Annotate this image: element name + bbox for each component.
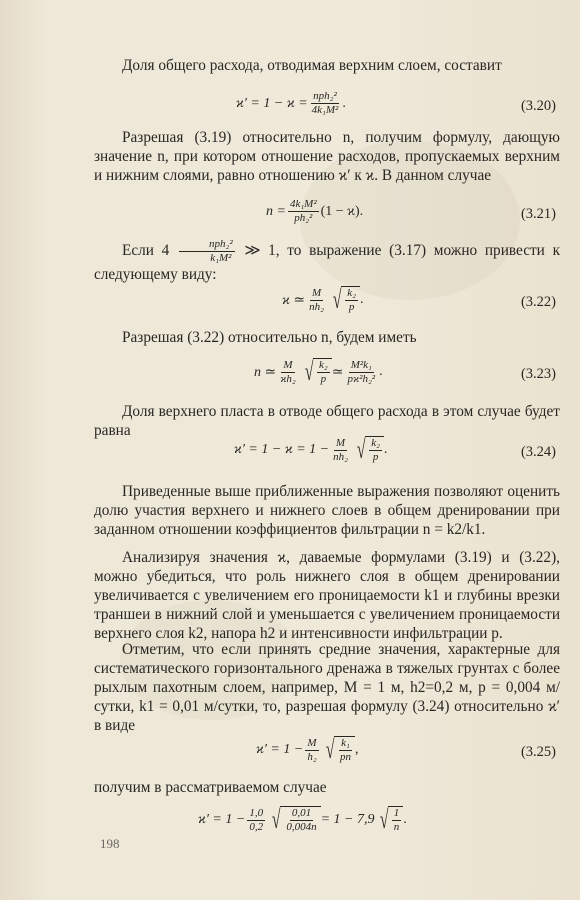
- equation-3-21: n = $\frac{\text{4k₁M²}}{\text{ph₂²}}$ (1 − ϰ). (3.21): [266, 198, 556, 224]
- equation-final: ϰ′ = 1 − $\frac{1,0}{0,2}$ √ $\frac{0,01}{0,004n}$ = 1 − 7,9 √ $\frac{1}{n}$ .: [198, 805, 407, 834]
- equation-number: (3.24): [520, 444, 556, 460]
- paragraph-3: Если 4 $\frac{\text{nph₂²}}{\text{k₁M²}}$ ≫ 1, то выражение (3.17) можно привести к следующему виду:: [94, 238, 560, 283]
- paragraph-6: Приведенные выше приближенные выражения позволяют оценить долю участия верхнего и нижнего слоев в общем дренировании при заданном отношении коэффициентов фильтрации n = k2/k1.: [94, 483, 560, 538]
- sqrt-symbol: √ $\frac{1}{n}$: [377, 806, 404, 834]
- eq-lhs: ϰ′ = 1 − ϰ =: [236, 95, 308, 111]
- eq-lhs: ϰ′ = 1 −: [198, 812, 246, 827]
- equation-3-22: ϰ ≃ $\frac{M}{\text{nh₂}}$ √ $\frac{\text{k₂}}{p}$ . (3.22): [282, 285, 556, 314]
- eq-lhs: ϰ′ = 1 − ϰ = 1 −: [234, 442, 330, 457]
- equation-3-25: ϰ′ = 1 − $\frac{M}{\text{h₂}}$ √ $\frac{\text{k₁}}{pn}$ , (3.25): [256, 735, 556, 764]
- paragraph-4: Разрешая (3.22) относительно n, будем иметь: [122, 329, 417, 346]
- equation-number: (3.22): [520, 294, 556, 310]
- eq-lhs: ϰ ≃: [282, 292, 306, 308]
- page-number: 198: [100, 836, 120, 851]
- paragraph-2: Разрешая (3.19) относительно n, получим формулу, дающую значение n, при котором отношение расходов, пропускаемых верхним и нижним слоями, равно отношению ϰ′ к ϰ. В данном случае: [94, 129, 560, 184]
- eq-fraction: $\frac{M}{\text{nh₂}}$: [333, 436, 348, 463]
- equation-3-23: n ≃ $\frac{M}{\text{ϰh₂}}$ √ $\frac{\text{k₂}}{p}$ ≃ $\frac{\text{M²k₁}}{\text{pϰ²h₂²}}$ . (3.23): [254, 357, 556, 386]
- paragraph-7: Анализируя значения ϰ, даваемые формулами (3.19) и (3.22), можно убедиться, что роль нижнего слоя в общем дренировании увеличивается с увеличением его проницаемости k1 и глубины врезки траншеи в нижний слой и уменьшается с увеличением проницаемости верхнего слоя k2, напора h2 и интенсивности инфильтрации p.: [94, 549, 560, 642]
- eq-lhs: ϰ′ = 1 −: [256, 742, 304, 757]
- eq-lhs: n =: [266, 203, 286, 219]
- equation-number: (3.21): [520, 206, 556, 222]
- eq-fraction: $\frac{\text{4k₁M²}}{\text{ph₂²}}$: [289, 198, 317, 224]
- eq-fraction: $\frac{M}{\text{ϰh₂}}$: [280, 358, 296, 385]
- eq-fraction: $\frac{1,0}{0,2}$: [249, 806, 264, 833]
- equation-3-20: ϰ′ = 1 − ϰ = $\frac{\text{nph₂²}}{\text{4k₁M²}}$ . (3.20): [236, 90, 556, 116]
- sqrt-symbol: √ $\frac{0,01}{0,004n}$: [269, 806, 321, 834]
- eq-fraction: $\frac{\text{M²k₁}}{\text{pϰ²h₂²}}$: [347, 358, 376, 385]
- equation-number: (3.25): [520, 744, 556, 760]
- inline-fraction: $\frac{\text{nph₂²}}{\text{k₁M²}}$: [179, 238, 235, 265]
- eq-fraction: $\frac{\text{nph₂²}}{\text{4k₁M²}}$: [311, 90, 339, 116]
- paragraph-8: Отметим, что если принять средние значения, характерные для систематического горизонтального дренажа в тяжелых грунтах с более рыхлым пахотным слоем, например, M = 1 м, h2=0,2 м, p = 0,004 м/сутки, k1 = 0,01 м/сутки, то, разрешая формулу (3.24) относительно ϰ′ в виде: [94, 641, 560, 734]
- sqrt-symbol: √ $\frac{\text{k₂}}{p}$: [330, 286, 360, 314]
- paragraph-5: Доля верхнего пласта в отводе общего расхода в этом случае будет равна: [94, 403, 560, 439]
- sqrt-symbol: √ $\frac{\text{k₂}}{p}$: [302, 358, 332, 386]
- eq-fraction: $\frac{M}{\text{h₂}}$: [307, 736, 317, 763]
- eq-lhs: n ≃: [254, 364, 277, 380]
- equation-number: (3.23): [520, 366, 556, 382]
- paragraph-1: Доля общего расхода, отводимая верхним слоем, составит: [122, 57, 502, 74]
- sqrt-symbol: √ $\frac{\text{k₁}}{pn}$: [323, 736, 355, 764]
- eq-fraction: $\frac{M}{\text{nh₂}}$: [309, 286, 324, 313]
- equation-number: (3.20): [520, 98, 556, 114]
- equation-3-24: ϰ′ = 1 − ϰ = 1 − $\frac{M}{\text{nh₂}}$ √ $\frac{\text{k₂}}{p}$ . (3.24): [234, 435, 556, 464]
- paragraph-9: получим в рассматриваемом случае: [94, 779, 327, 796]
- sqrt-symbol: √ $\frac{\text{k₂}}{p}$: [354, 436, 384, 464]
